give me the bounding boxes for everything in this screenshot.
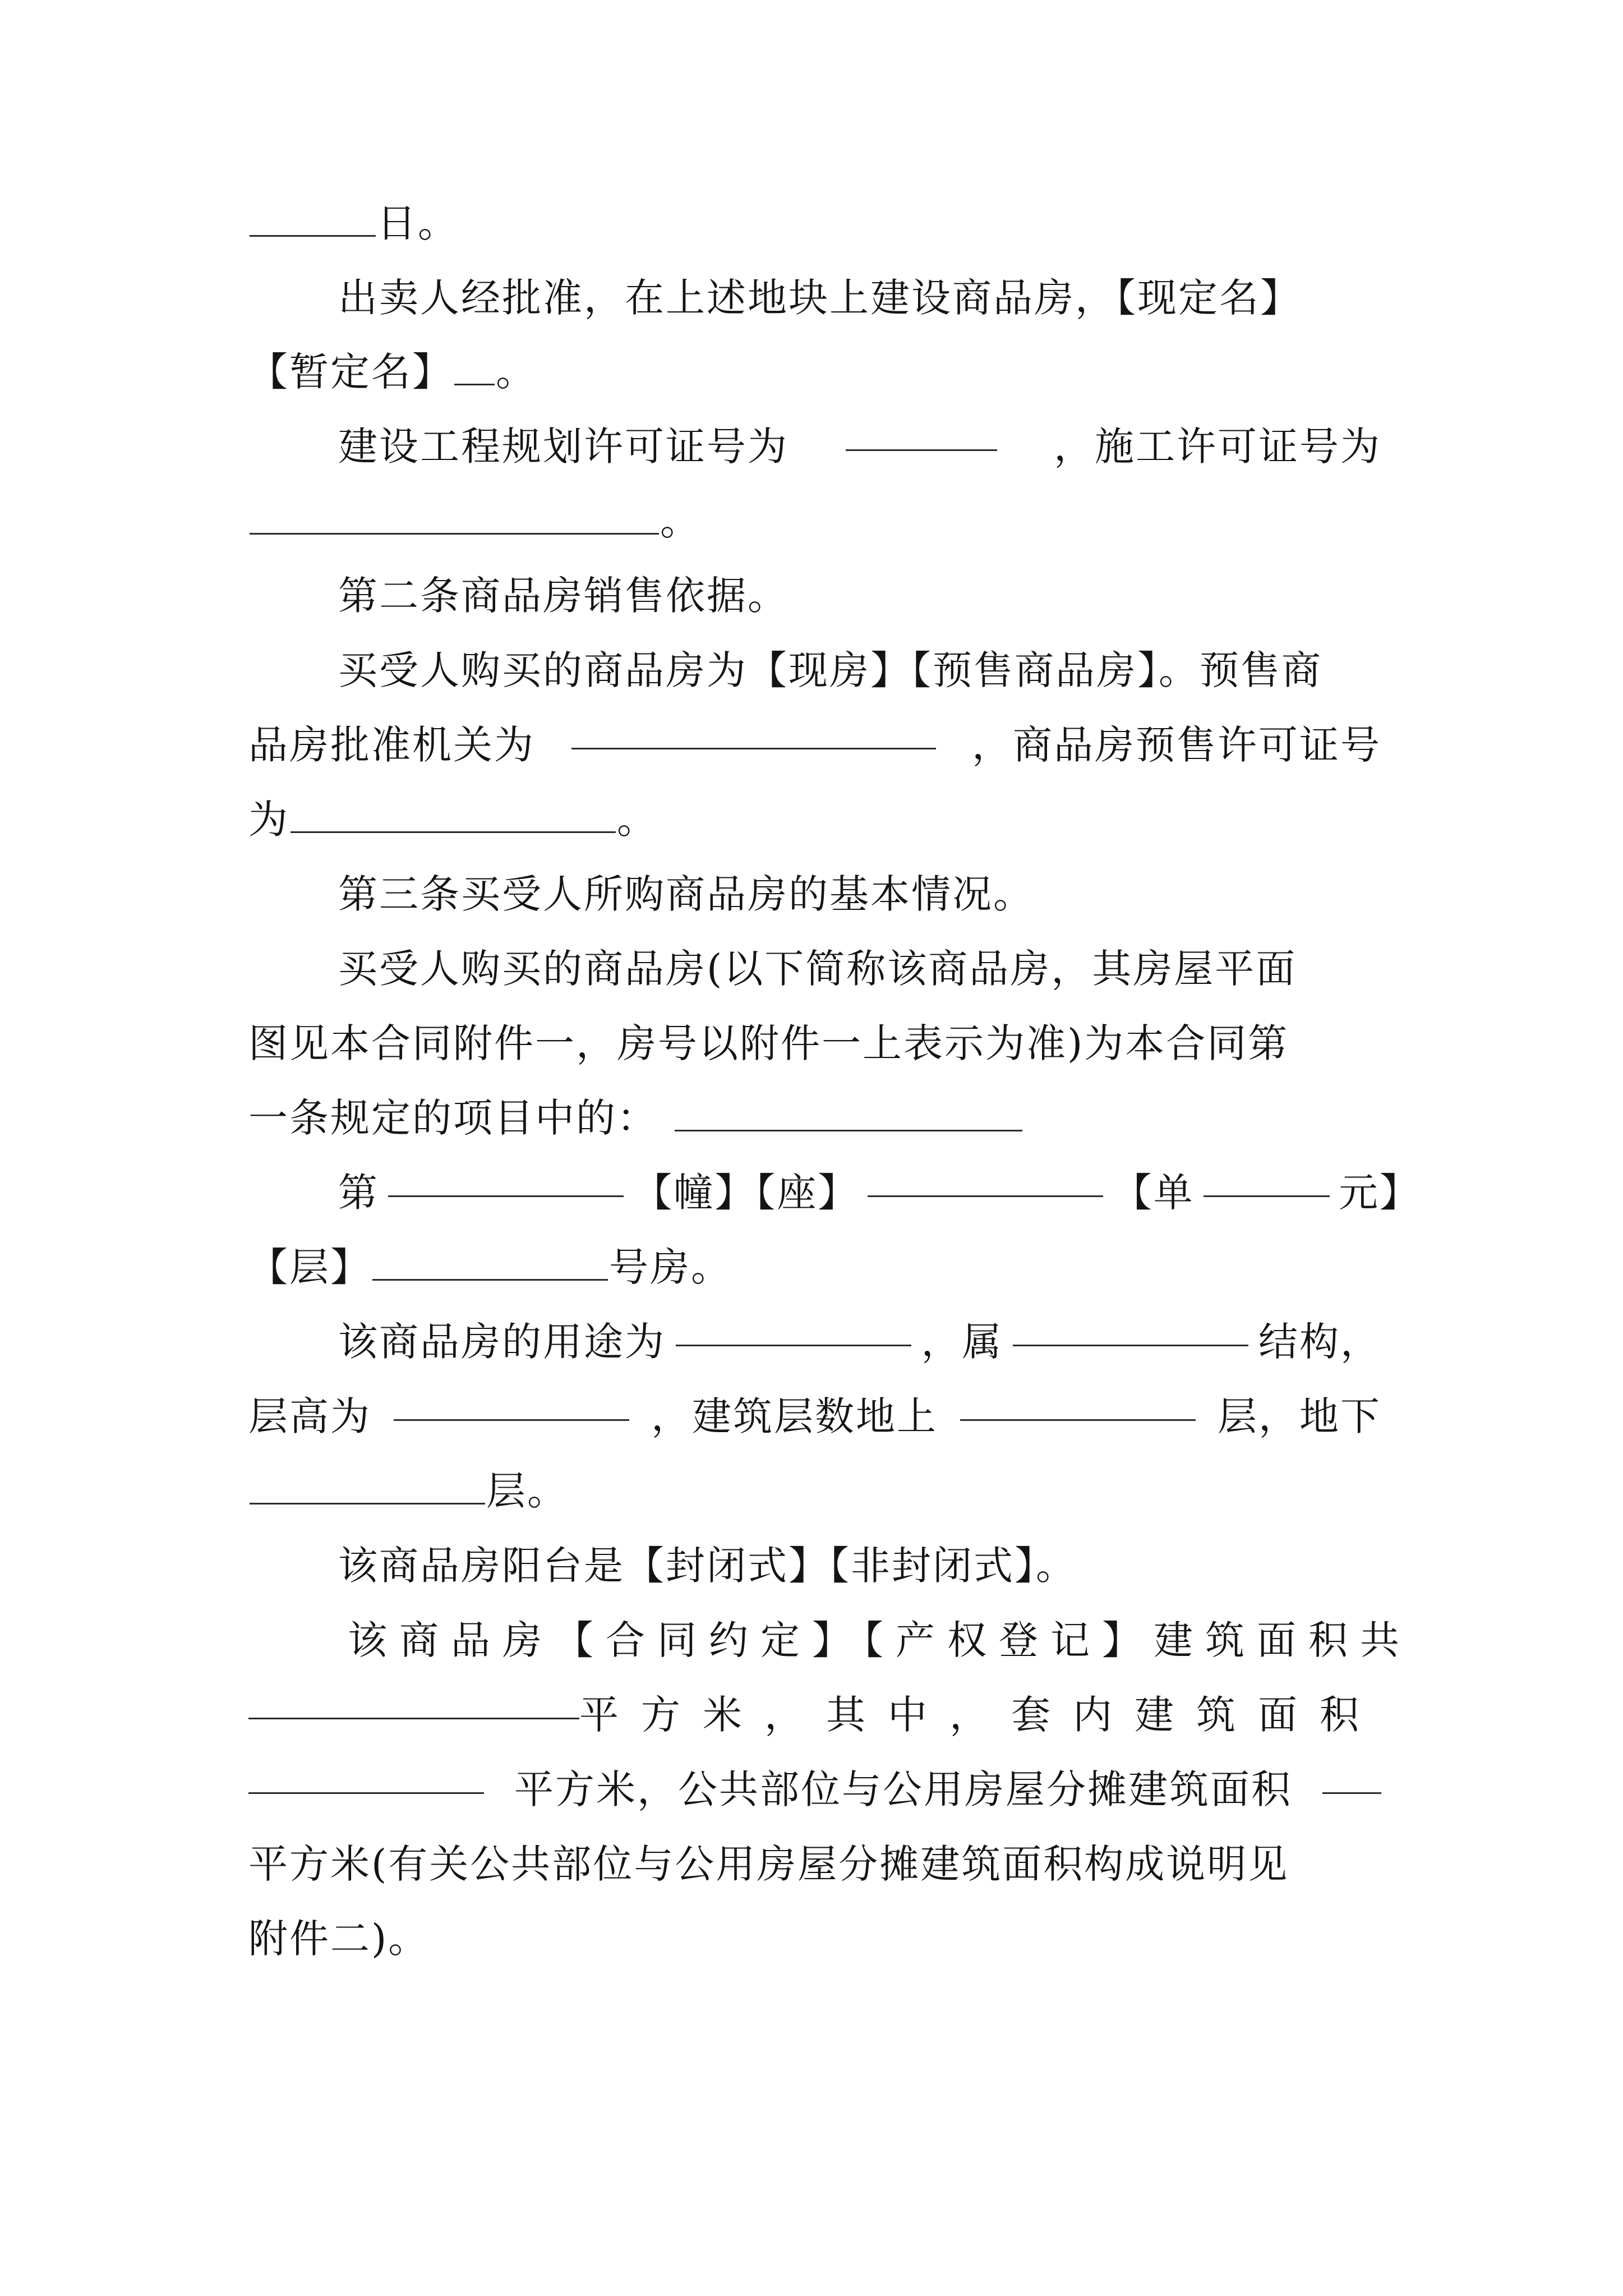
paragraph-line	[248, 790, 1381, 849]
paragraph-line	[248, 491, 1381, 551]
text-segment: 。	[660, 498, 701, 544]
fill-in-blank[interactable]	[388, 1163, 624, 1197]
text-segment: 该商品房的用途为	[338, 1319, 666, 1365]
fill-in-blank[interactable]	[394, 1387, 629, 1421]
paragraph-line	[348, 1611, 1412, 1670]
paragraph-line	[248, 342, 1381, 402]
fill-in-blank[interactable]	[372, 1246, 608, 1281]
paragraph-line	[248, 194, 1381, 253]
text-segment: 【单	[1112, 1170, 1195, 1216]
fill-in-blank[interactable]	[675, 1097, 1022, 1131]
paragraph-line	[338, 1312, 1381, 1372]
text-segment: 层。	[486, 1468, 568, 1514]
fill-in-blank[interactable]	[454, 351, 495, 385]
paragraph-line	[248, 1461, 1381, 1521]
paragraph-line	[338, 417, 1381, 476]
text-segment: 层高为	[248, 1393, 371, 1439]
text-segment: ，属	[921, 1319, 1003, 1365]
fill-in-blank[interactable]	[1013, 1312, 1248, 1346]
text-segment: 。	[617, 797, 658, 843]
paragraph-line	[248, 1685, 1381, 1745]
paragraph-line	[248, 1760, 1381, 1819]
text-segment: 该商品房【合同约定】【产权登记】建筑面积共	[348, 1617, 1412, 1663]
text-segment: 平方米，其中，套内建筑面积	[579, 1692, 1381, 1738]
fill-in-blank[interactable]	[868, 1163, 1103, 1197]
paragraph-line	[338, 939, 1381, 999]
text-segment: 买受人购买的商品房为【现房】【预售商品房】。预售商	[338, 647, 1322, 693]
text-segment: 建设工程规划许可证号为	[338, 424, 789, 470]
text-segment: 一条规定的项目中的：	[248, 1095, 658, 1141]
text-segment: ，商品房预售许可证号	[972, 722, 1381, 768]
fill-in-blank[interactable]	[250, 500, 659, 535]
text-segment: 。	[496, 349, 537, 395]
text-segment: 平方米，公共部位与公用房屋分摊建筑面积	[514, 1766, 1292, 1812]
article-heading	[338, 566, 1381, 625]
text-segment: 元】	[1338, 1170, 1421, 1216]
text-segment: 结构，	[1258, 1319, 1381, 1365]
paragraph-line	[248, 1088, 1381, 1148]
paragraph-line	[248, 1387, 1381, 1446]
paragraph-line	[338, 641, 1381, 700]
fill-in-blank[interactable]	[291, 799, 616, 833]
text-segment: 第二条商品房销售依据。	[338, 573, 789, 619]
text-segment: 号房。	[609, 1244, 732, 1290]
text-segment: 【幢】【座】	[633, 1170, 859, 1216]
text-segment: 出卖人经批准，在上述地块上建设商品房，【现定名】	[338, 275, 1301, 321]
paragraph-line	[248, 1909, 1381, 1968]
fill-in-blank[interactable]	[250, 1470, 485, 1504]
paragraph-line	[248, 715, 1381, 775]
text-segment: 买受人购买的商品房(以下简称该商品房，其房屋平面	[338, 946, 1297, 992]
text-segment: 为	[248, 797, 289, 843]
paragraph-line	[338, 1163, 1421, 1222]
fill-in-blank[interactable]	[846, 417, 997, 451]
paragraph-line	[338, 1536, 1381, 1595]
fill-in-blank[interactable]	[250, 203, 376, 237]
text-segment: 【层】	[248, 1244, 371, 1290]
fill-in-blank[interactable]	[1204, 1163, 1330, 1197]
paragraph-line	[248, 1834, 1381, 1894]
text-segment: 平方米(有关公共部位与公用房屋分摊建筑面积构成说明见	[248, 1841, 1289, 1887]
fill-in-blank[interactable]	[248, 1760, 484, 1794]
fill-in-blank[interactable]	[571, 715, 936, 749]
text-segment: ，建筑层数地上	[651, 1393, 938, 1439]
text-segment: ，施工许可证号为	[1054, 424, 1381, 470]
fill-in-blank[interactable]	[676, 1312, 911, 1346]
text-segment: 【暂定名】	[248, 349, 453, 395]
fill-in-blank[interactable]	[1322, 1760, 1381, 1794]
text-segment: 第三条买受人所购商品房的基本情况。	[338, 871, 1034, 917]
fill-in-blank[interactable]	[960, 1387, 1196, 1421]
text-segment: 图见本合同附件一，房号以附件一上表示为准)为本合同第	[248, 1020, 1289, 1066]
article-heading	[338, 864, 1381, 924]
paragraph-line	[338, 268, 1381, 328]
paragraph-line	[248, 1237, 1381, 1297]
paragraph-line	[248, 1014, 1381, 1073]
text-segment: 第	[338, 1170, 379, 1216]
text-segment: 品房批准机关为	[248, 722, 535, 768]
text-segment: 该商品房阳台是【封闭式】【非封闭式】。	[338, 1543, 1077, 1589]
text-segment: 层，地下	[1218, 1393, 1381, 1439]
fill-in-blank[interactable]	[248, 1685, 579, 1719]
text-segment: 附件二)。	[248, 1916, 430, 1962]
text-segment: 日。	[377, 200, 459, 246]
